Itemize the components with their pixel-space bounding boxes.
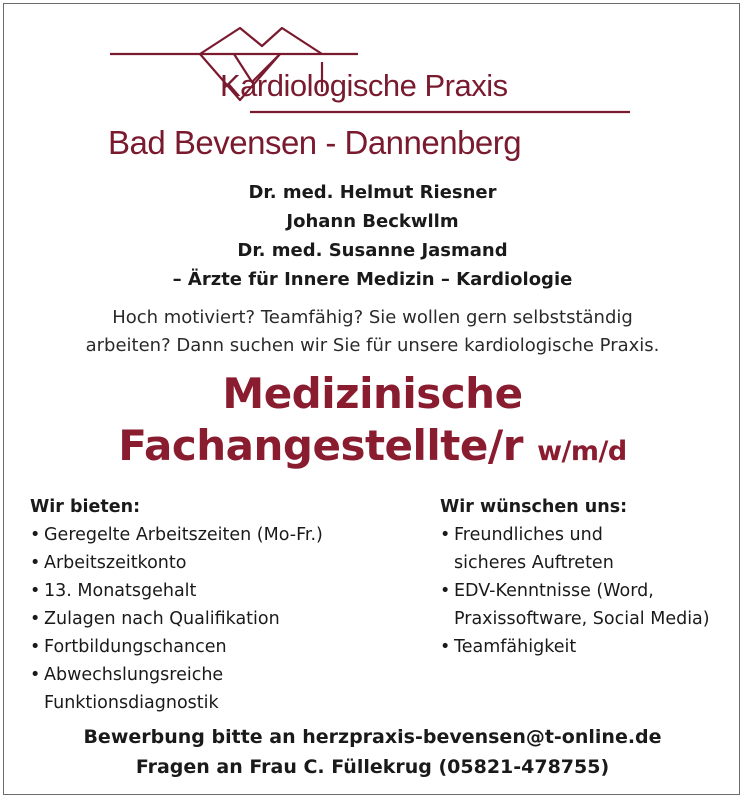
application-email: Bewerbung bitte an herzpraxis-bevensen@t-online.de — [83, 726, 662, 748]
list-item — [30, 605, 410, 633]
list-item-text: Geregelte Arbeitszeiten (Mo-Fr.) — [44, 525, 323, 545]
job-title-main: Fachangestellte/r — [118, 421, 523, 470]
practice-location: Bad Bevensen - Dannenberg — [108, 124, 522, 161]
list-item-text: Teamfähigkeit — [454, 637, 577, 657]
list-item-text: Zulagen nach Qualifikation — [44, 609, 280, 629]
wish-section — [440, 493, 730, 661]
bullet: • — [30, 637, 41, 657]
gender-suffix: w/m/d — [537, 436, 627, 467]
bullet: • — [30, 553, 41, 573]
bullet: • — [30, 609, 41, 629]
list-item — [30, 661, 284, 717]
job-title-line: Medizinische — [222, 369, 523, 418]
bullet: • — [440, 525, 451, 545]
list-item — [440, 633, 730, 661]
list-item — [30, 521, 410, 549]
doctor-name: Dr. med. Helmut Riesner — [248, 182, 497, 203]
intro-line: arbeiten? Dann suchen wir Sie für unsere kardiologische Praxis. — [85, 335, 660, 356]
list-item — [30, 577, 410, 605]
wish-list — [440, 521, 730, 661]
list-item-text: EDV-Kenntnisse (Word, Praxissoftware, Social Media) — [454, 581, 710, 629]
list-item-text: Abwechslungsreiche Funktionsdiagnostik — [44, 665, 224, 713]
offer-section — [30, 493, 410, 717]
intro-text — [0, 304, 745, 360]
contact-section — [0, 722, 745, 782]
offer-heading: Wir bieten: — [30, 497, 141, 517]
specialty: – Ärzte für Innere Medizin – Kardiologie — [172, 269, 573, 290]
bullet: • — [440, 581, 451, 601]
list-item-text: 13. Monatsgehalt — [44, 581, 197, 601]
doctor-name: Dr. med. Susanne Jasmand — [237, 240, 508, 261]
doctor-name: Johann Beckwllm — [286, 211, 459, 232]
contact-phone: Fragen an Frau C. Füllekrug (05821-478755) — [135, 756, 610, 778]
practice-logo — [100, 20, 660, 170]
intro-line: Hoch motiviert? Teamfähig? Sie wollen gern selbstständig — [112, 307, 633, 328]
bullet: • — [30, 525, 41, 545]
practice-name: Kardiologische Praxis — [220, 68, 508, 103]
list-item — [440, 577, 714, 633]
list-item — [440, 521, 654, 577]
list-item — [30, 633, 410, 661]
wish-heading: Wir wünschen uns: — [440, 497, 628, 517]
offer-list — [30, 521, 410, 717]
doctor-list — [0, 178, 745, 294]
list-item-text: Arbeitszeitkonto — [44, 553, 187, 573]
list-item-text: Fortbildungschancen — [44, 637, 227, 657]
bullet: • — [440, 637, 451, 657]
list-item-text: Freundliches und sicheres Auftreten — [454, 525, 614, 573]
job-title — [0, 368, 745, 478]
bullet: • — [30, 665, 41, 685]
list-item — [30, 549, 410, 577]
job-title-line — [0, 420, 745, 478]
bullet: • — [30, 581, 41, 601]
